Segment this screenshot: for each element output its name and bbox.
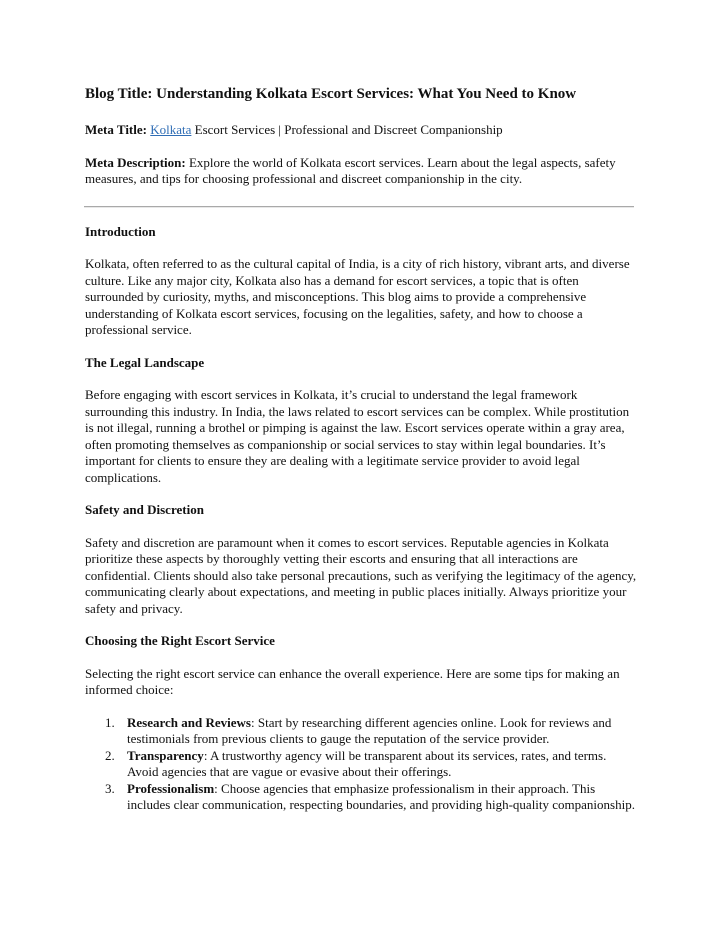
safety-discretion-paragraph: Safety and discretion are paramount when it comes to escort services. Reputable agencies in Kolkata prioritize these aspects by thoroughly vetting their escorts and ensuring that all interactions are confidential. Clients should also take personal precautions, such as verifying the legitimacy of the agency, communicating clearly about expectations, and meeting in public places initially. Always prioritize your safety and privacy. <box>85 534 637 616</box>
tip-term: Transparency <box>127 747 204 763</box>
meta-description-line <box>85 155 637 188</box>
list-number: 3. <box>105 780 115 796</box>
meta-description-text: Explore the world of Kolkata escort services. Learn about the legal aspects, safety measures, and tips for choosing professional and discreet companionship in the city. <box>85 154 616 186</box>
introduction-paragraph: Kolkata, often referred to as the cultural capital of India, is a city of rich history, vibrant arts, and diverse culture. Like any major city, Kolkata also has a demand for escort services, a topic that is often surrounded by curiosity, myths, and misconceptions. This blog aims to provide a comprehensive understanding of Kolkata escort services, focusing on the legalities, safety, and how to choose a professional service. <box>85 256 630 337</box>
introduction-heading: Introduction <box>85 223 156 239</box>
legal-landscape-paragraph: Before engaging with escort services in Kolkata, it’s crucial to understand the legal framework surrounding this industry. In India, the laws related to escort services can be complex. While prostitution is not illegal, running a brothel or pimping is against the law. Escort services operate within a gray area, often promoting themselves as companionship or social services to stay within legal boundaries. It’s important for clients to ensure they are dealing with a legitimate service provider to avoid legal complications. <box>85 387 630 485</box>
meta-description-label: Meta Description: <box>85 154 186 170</box>
list-number: 1. <box>105 714 115 730</box>
meta-title-line <box>85 122 637 139</box>
document-page <box>85 84 637 814</box>
list-number: 2. <box>105 747 115 763</box>
choosing-service-heading: Choosing the Right Escort Service <box>85 633 275 648</box>
tips-list <box>85 715 637 814</box>
choosing-service-paragraph: Selecting the right escort service can enhance the overall experience. Here are some tips for making an informed choice: <box>85 665 620 697</box>
tip-term: Research and Reviews <box>127 714 251 730</box>
safety-discretion-heading: Safety and Discretion <box>85 502 204 517</box>
list-item <box>85 748 637 781</box>
tip-text: : Start by researching different agencies online. Look for reviews and testimonials from previous clients to gauge the reputation of the service provider. <box>127 714 612 746</box>
meta-title-label: Meta Title: <box>85 122 147 137</box>
horizontal-divider <box>84 206 634 208</box>
tip-term: Professionalism <box>127 780 215 796</box>
blog-title: Blog Title: Understanding Kolkata Escort Services: What You Need to Know <box>85 86 577 102</box>
kolkata-link[interactable]: Kolkata <box>150 122 192 137</box>
tip-text: : Choose agencies that emphasize professionalism in their approach. This includes clear communication, respecting boundaries, and providing high-quality companionship. <box>127 780 635 812</box>
tip-text: : A trustworthy agency will be transparent about its services, rates, and terms. Avoid agencies that are vague or evasive about their offerings. <box>127 747 607 779</box>
legal-landscape-heading: The Legal Landscape <box>85 354 205 370</box>
list-item <box>85 715 637 748</box>
meta-title-text: Escort Services | Professional and Discreet Companionship <box>191 122 503 137</box>
list-item <box>85 781 637 814</box>
